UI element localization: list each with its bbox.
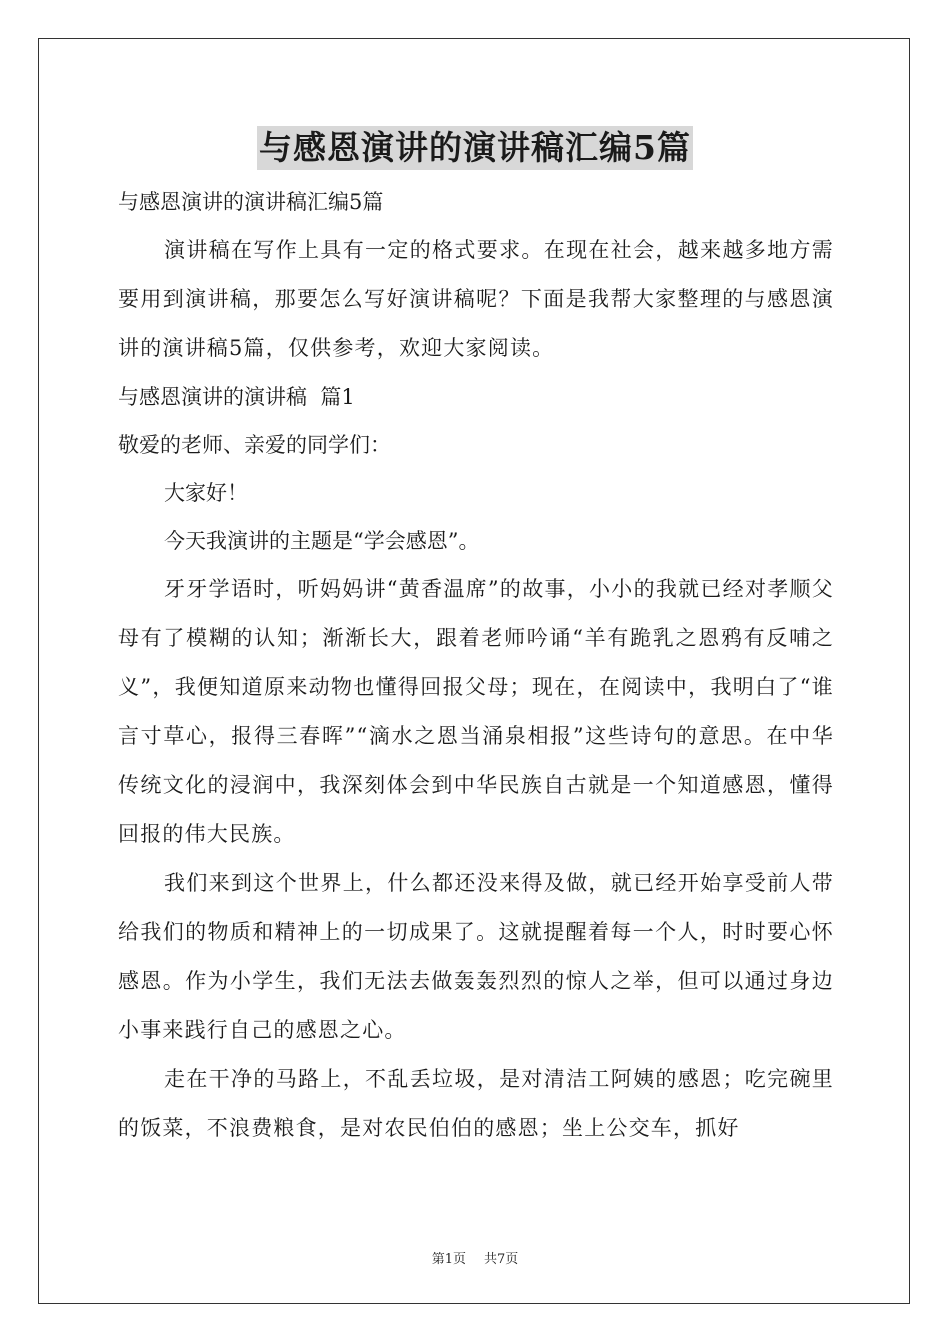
speech-topic: 今天我演讲的主题是“学会感恩”。 xyxy=(164,529,480,553)
page-number-total: 共7页 xyxy=(484,1252,519,1267)
body-paragraph: 牙牙学语时，听妈妈讲“黄香温席”的故事，小小的我就已经对孝顺父母有了模糊的认知；渐渐长大，跟着老师吟诵“羊有跪乳之恩鸦有反哺之义”，我便知道原来动物也懂得回报父母；现在，在阅读中，我明白了“谁言寸草心，报得三春晖”“滴水之恩当涌泉相报”这些诗句的意思。在中华传统文化的浸润中，我深刻体会到中华民族自古就是一个知道感恩，懂得回报的伟大民族。 xyxy=(118,577,834,846)
body-paragraph: 我们来到这个世界上，什么都还没来得及做，就已经开始享受前人带给我们的物质和精神上的一切成果了。这就提醒着每一个人，时时要心怀感恩。作为小学生，我们无法去做轰轰烈烈的惊人之举，但可以通过身边小事来践行自己的感恩之心。 xyxy=(118,871,834,1042)
salutation: 敬爱的老师、亲爱的同学们： xyxy=(118,433,391,457)
page-footer xyxy=(0,1248,950,1267)
page-number-current: 第1页 xyxy=(431,1252,466,1267)
document-subtitle: 与感恩演讲的演讲稿汇编5篇 xyxy=(118,190,384,214)
document-title: 与感恩演讲的演讲稿汇编5篇 xyxy=(257,126,693,170)
body-paragraph: 走在干净的马路上，不乱丢垃圾，是对清洁工阿姨的感恩；吃完碗里的饭菜，不浪费粮食，是对农民伯伯的感恩；坐上公交车，抓好 xyxy=(118,1067,834,1140)
section-heading: 与感恩演讲的演讲稿 篇1 xyxy=(118,385,355,409)
title-container xyxy=(0,126,950,170)
intro-paragraph: 演讲稿在写作上具有一定的格式要求。在现在社会，越来越多地方需要用到演讲稿，那要怎么写好演讲稿呢？下面是我帮大家整理的与感恩演讲的演讲稿5篇，仅供参考，欢迎大家阅读。 xyxy=(118,238,834,360)
document-body xyxy=(118,178,834,1153)
greeting: 大家好！ xyxy=(164,481,248,505)
